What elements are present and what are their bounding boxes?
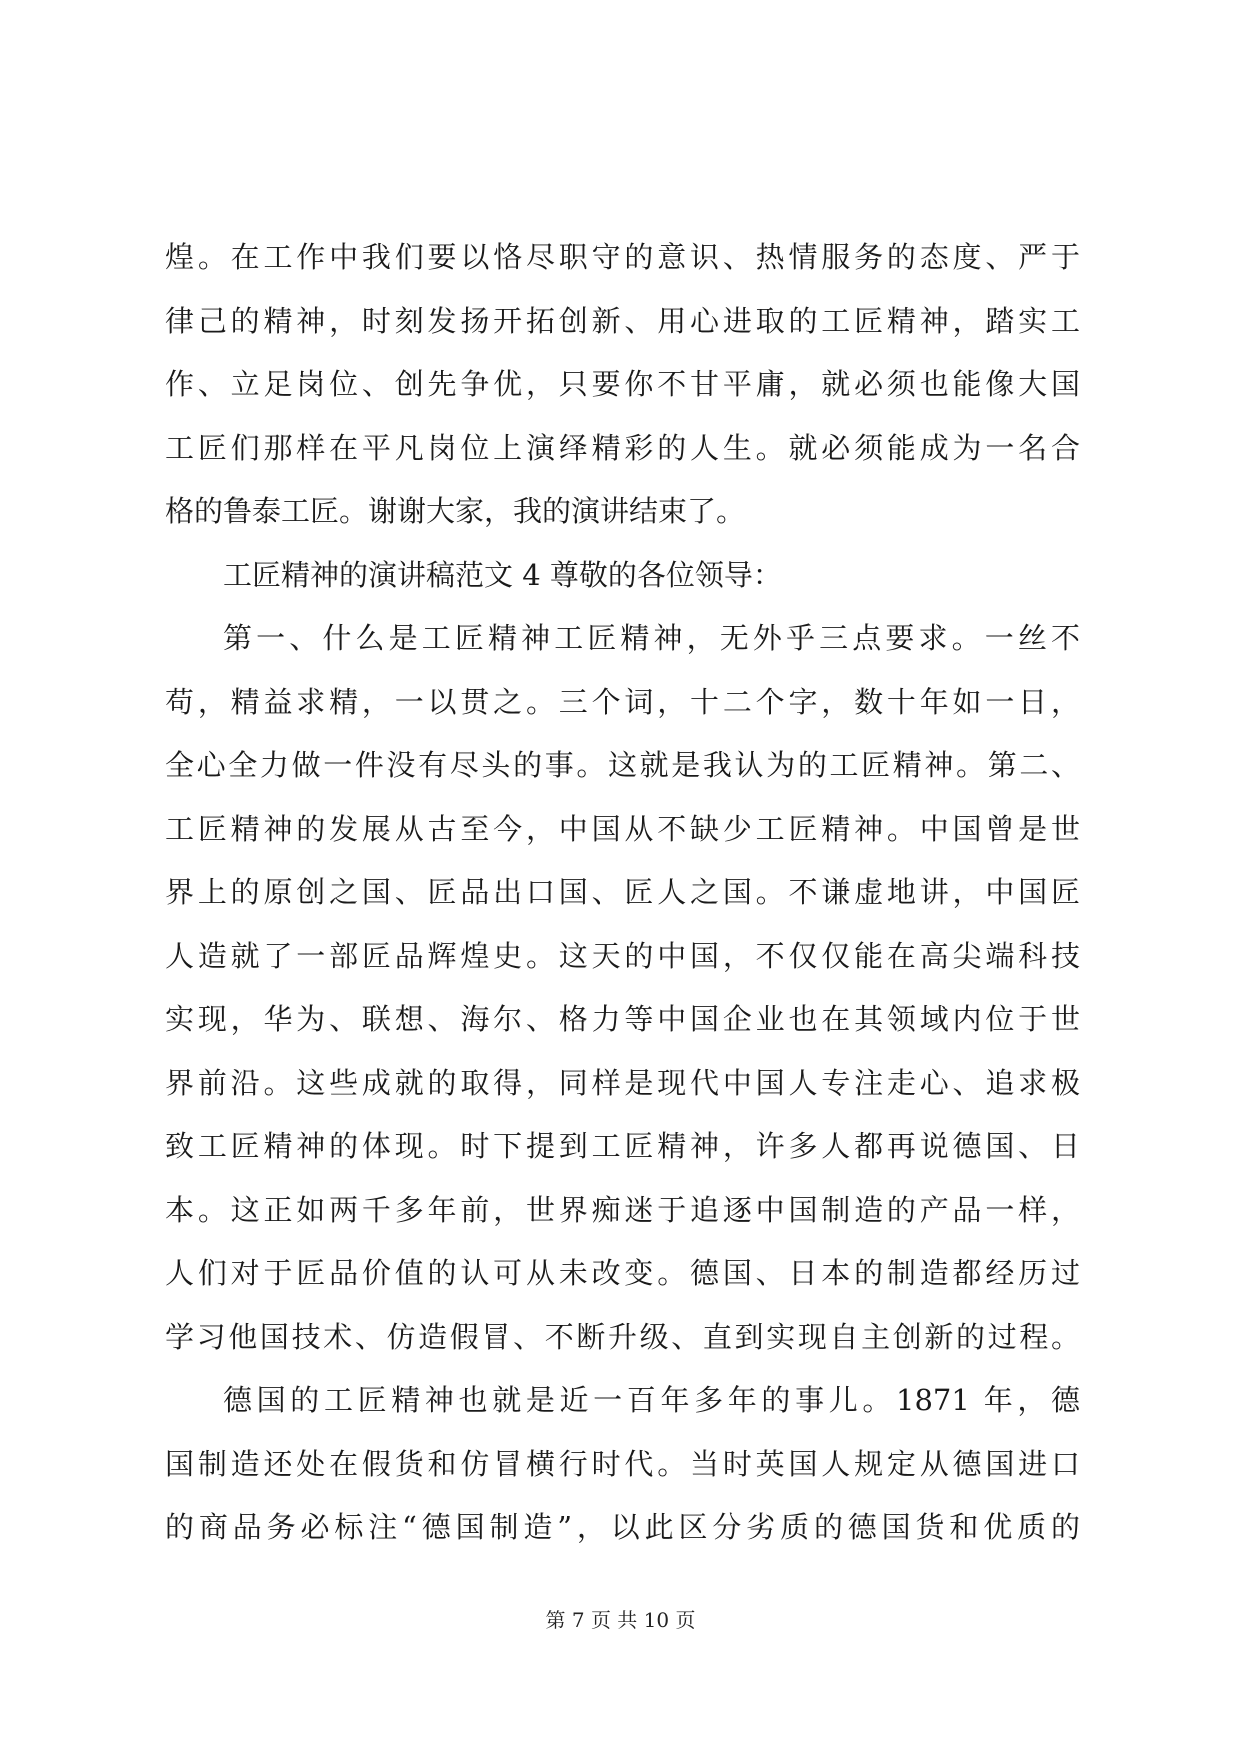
text-line: 界上的原创之国、匠品出口国、匠人之国。不谦虚地讲，中国匠 xyxy=(165,875,1080,909)
text-line: 工匠们那样在平凡岗位上演绎精彩的人生。就必须能成为一名合 xyxy=(165,430,1080,465)
body-text xyxy=(165,226,1080,1560)
text-line: 界前沿。这些成就的取得，同样是现代中国人专注走心、追求极 xyxy=(165,1065,1080,1100)
text-line: 德国的工匠精神也就是近一百年多年的事儿。1871 年，德 xyxy=(223,1383,1080,1417)
text-line: 本。这正如两千多年前，世界痴迷于追逐中国制造的产品一样， xyxy=(165,1192,1080,1227)
text-line: 人们对于匠品价值的认可从未改变。德国、日本的制造都经历过 xyxy=(165,1256,1080,1290)
text-line: 人造就了一部匠品辉煌史。这天的中国，不仅仅能在高尖端科技 xyxy=(165,938,1080,973)
text-line: 苟，精益求精，一以贯之。三个词，十二个字，数十年如一日， xyxy=(165,684,1080,719)
text-line: 实现，华为、联想、海尔、格力等中国企业也在其领域内位于世 xyxy=(165,1002,1080,1036)
text-line: 学习他国技术、仿造假冒、不断升级、直到实现自主创新的过程。 xyxy=(165,1319,1080,1354)
text-line: 的商品务必标注“德国制造”，以此区分劣质的德国货和优质的 xyxy=(165,1510,1080,1544)
text-line: 全心全力做一件没有尽头的事。这就是我认为的工匠精神。第二、 xyxy=(165,748,1080,782)
text-line: 作、立足岗位、创先争优，只要你不甘平庸，就必须也能像大国 xyxy=(165,367,1080,401)
text-line: 第一、什么是工匠精神工匠精神，无外乎三点要求。一丝不 xyxy=(223,621,1080,655)
text-line: 格的鲁泰工匠。谢谢大家，我的演讲结束了。 xyxy=(165,494,746,528)
text-line: 致工匠精神的体现。时下提到工匠精神，许多人都再说德国、日 xyxy=(165,1129,1080,1163)
section-heading: 工匠精神的演讲稿范文 4 尊敬的各位领导： xyxy=(223,557,782,592)
text-line: 煌。在工作中我们要以恪尽职守的意识、热情服务的态度、严于 xyxy=(165,240,1080,274)
text-line: 律己的精神，时刻发扬开拓创新、用心进取的工匠精神，踏实工 xyxy=(165,303,1080,338)
text-line: 工匠精神的发展从古至今，中国从不缺少工匠精神。中国曾是世 xyxy=(165,811,1080,846)
page-footer: 第 7 页 共 10 页 xyxy=(545,1608,696,1632)
text-line: 国制造还处在假货和仿冒横行时代。当时英国人规定从德国进口 xyxy=(165,1446,1080,1481)
